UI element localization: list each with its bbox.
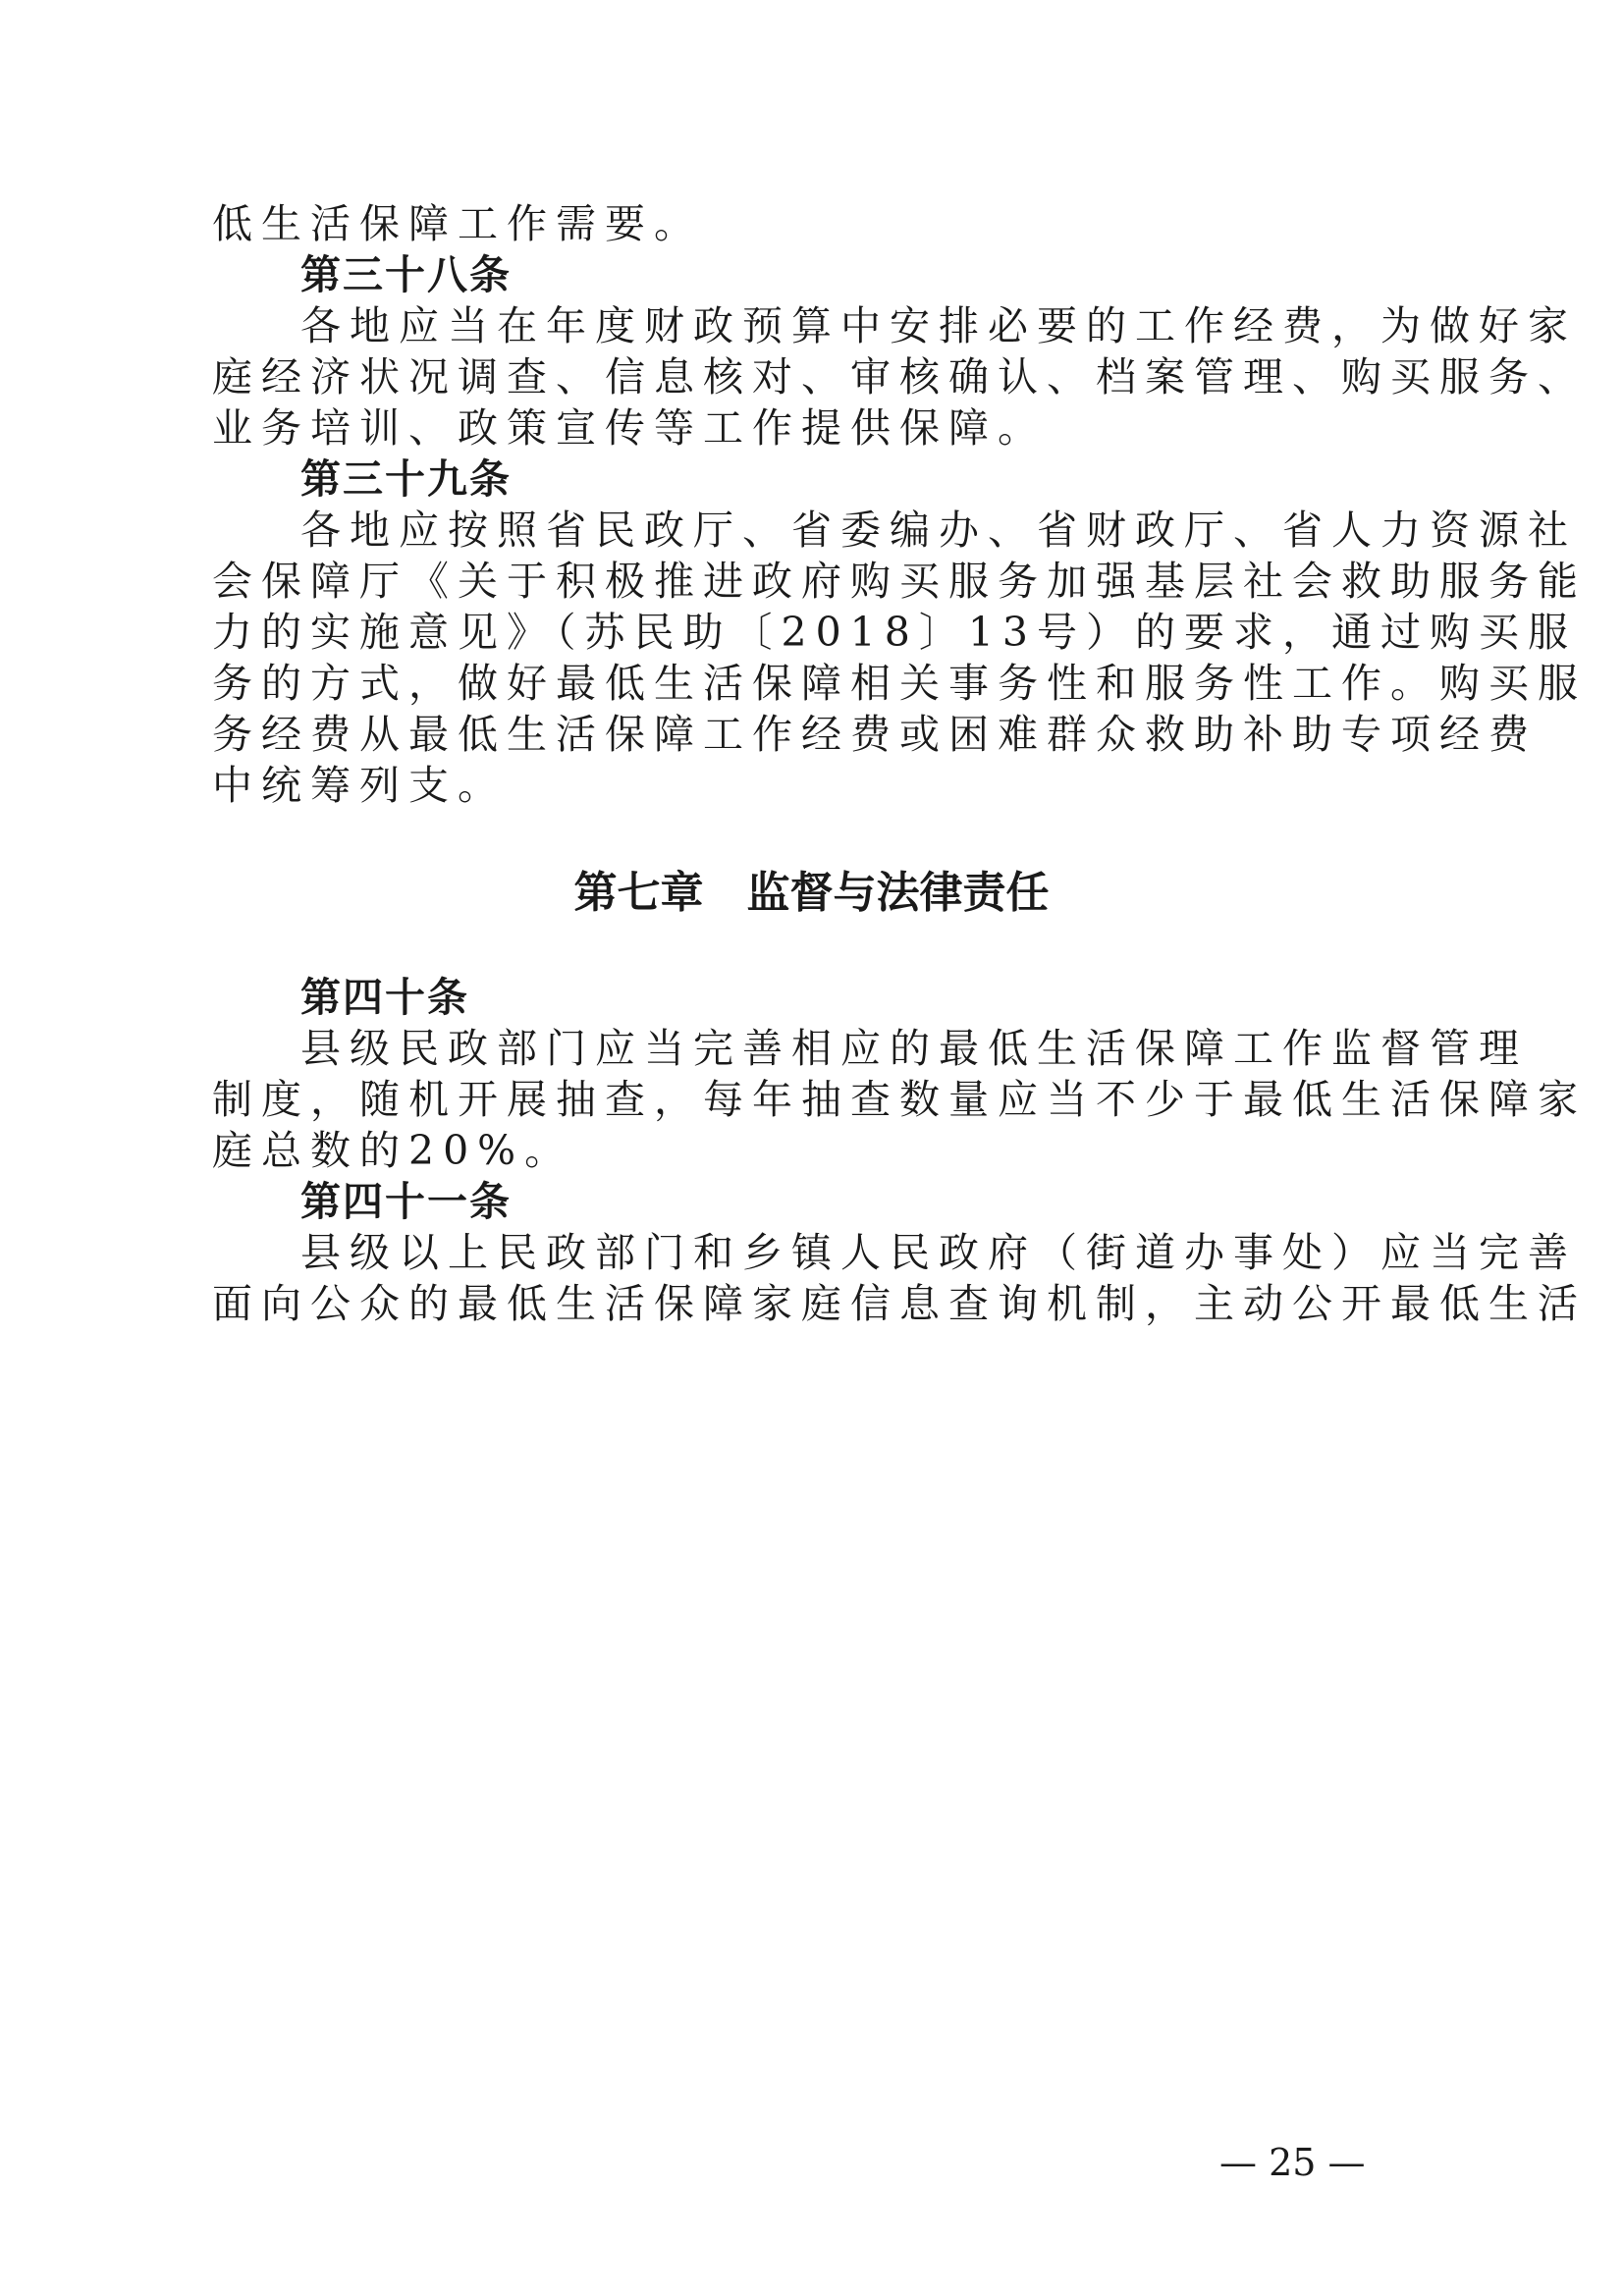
chapter-title: 第七章 监督与法律责任: [573, 868, 1050, 918]
paragraph-line: 会保障厅《关于积极推进政府购买服务加强基层社会救助服务能: [212, 558, 1587, 605]
paragraph-line: 低生活保障工作需要。: [212, 200, 703, 247]
article-heading-39: 第三十九条: [300, 455, 512, 503]
article-heading-40: 第四十条: [300, 974, 469, 1021]
paragraph-line: 面向公众的最低生活保障家庭信息查询机制，主动公开最低生活: [212, 1280, 1587, 1327]
article-heading-38: 第三十八条: [300, 251, 512, 298]
paragraph-line: 制度，随机开展抽查，每年抽查数量应当不少于最低生活保障家: [212, 1076, 1587, 1123]
paragraph-line: 县级以上民政部门和乡镇人民政府（街道办事处）应当完善: [300, 1229, 1577, 1276]
page-number: — 25 —: [1219, 2141, 1366, 2184]
paragraph-line: 各地应当在年度财政预算中安排必要的工作经费，为做好家: [300, 302, 1577, 349]
paragraph-line: 务经费从最低生活保障工作经费或困难群众救助补助专项经费: [212, 711, 1538, 758]
paragraph-line: 务的方式，做好最低生活保障相关事务性和服务性工作。购买服: [212, 660, 1587, 707]
article-heading-41: 第四十一条: [300, 1178, 512, 1225]
paragraph-line: 庭经济状况调查、信息核对、审核确认、档案管理、购买服务、: [212, 353, 1587, 400]
paragraph-line: 各地应按照省民政厅、省委编办、省财政厅、省人力资源社: [300, 507, 1577, 554]
paragraph-line: 庭总数的20%。: [212, 1127, 574, 1174]
paragraph-line: 中统筹列支。: [212, 762, 507, 809]
paragraph-line: 力的实施意见》（苏民助〔2018〕13号）的要求，通过购买服: [212, 609, 1578, 656]
paragraph-line: 业务培训、政策宣传等工作提供保障。: [212, 404, 1047, 452]
paragraph-line: 县级民政部门应当完善相应的最低生活保障工作监督管理: [300, 1025, 1528, 1072]
